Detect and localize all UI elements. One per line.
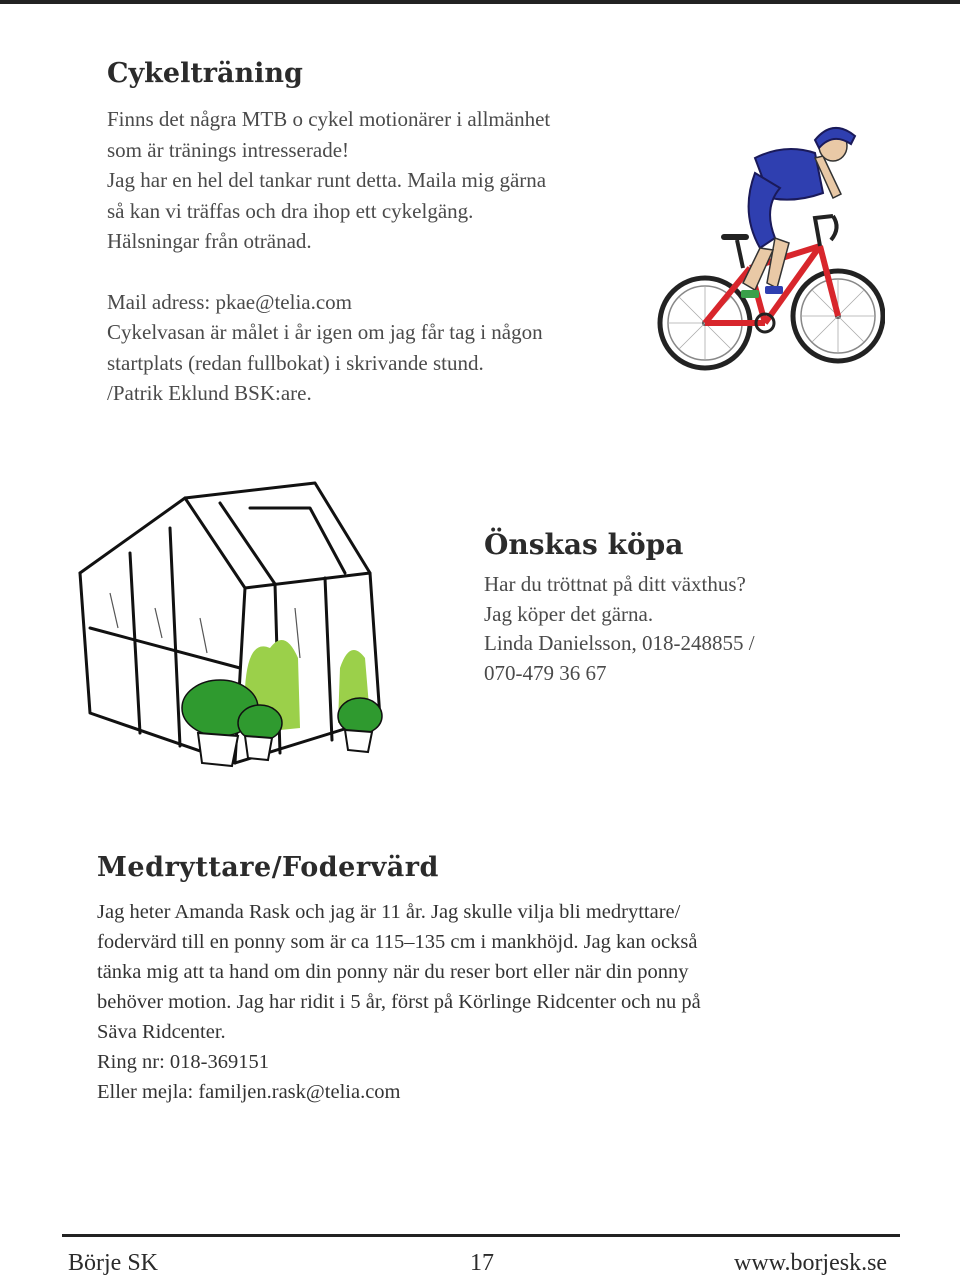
- medryttare-email: Eller mejla: familjen.rask@telia.com: [97, 1081, 401, 1103]
- medryttare-line: Säva Ridcenter.: [97, 1021, 226, 1043]
- greenhouse-illustration: [70, 478, 400, 778]
- onskas-kopa-line: Jag köper det gärna.: [484, 601, 654, 626]
- cykeltraning-mail-line: Mail adress: pkae@telia.com: [107, 289, 353, 314]
- medryttare-phone: Ring nr: 018-369151: [97, 1051, 269, 1073]
- footer-club-name: Börje SK: [68, 1250, 158, 1276]
- onskas-kopa-contact: Linda Danielsson, 018-248855 /: [484, 631, 755, 655]
- cykeltraning-body: [107, 104, 550, 409]
- medryttare-body: [97, 897, 701, 1107]
- footer-page-number: 17: [470, 1250, 494, 1276]
- cykeltraning-signature: /Patrik Eklund BSK:are.: [107, 381, 312, 405]
- cykeltraning-line: som är tränings intresserade!: [107, 137, 350, 162]
- medryttare-line: Jag heter Amanda Rask och jag är 11 år. Jag skulle vilja bli medryttare/: [97, 901, 681, 923]
- onskas-kopa-body: [484, 570, 755, 688]
- cykeltraning-line: Cykelvasan är målet i år igen om jag får tag i någon: [107, 320, 543, 344]
- medryttare-line: tänka mig att ta hand om din ponny när du reser bort eller när din ponny: [97, 961, 689, 983]
- onskas-kopa-line: Har du tröttnat på ditt växthus?: [484, 572, 746, 596]
- cyclist-illustration: [655, 118, 885, 378]
- cykeltraning-line: Hälsningar från otränad.: [107, 229, 312, 253]
- medryttare-line: fodervärd till en ponny som är ca 115–135 cm i mankhöjd. Jag kan också: [97, 931, 698, 953]
- cykeltraning-line: så kan vi träffas och dra ihop ett cykelgäng.: [107, 198, 474, 223]
- onskas-kopa-phone: 070-479 36 67: [484, 660, 607, 685]
- footer-website: www.borjesk.se: [734, 1250, 888, 1276]
- onskas-kopa-title: Önskas köpa: [484, 528, 684, 561]
- cykeltraning-line: Jag har en hel del tankar runt detta. Maila mig gärna: [107, 168, 547, 192]
- cykeltraning-title: Cykelträning: [107, 58, 303, 89]
- cykeltraning-line: startplats (redan fullbokat) i skrivande stund.: [107, 350, 484, 375]
- medryttare-line: behöver motion. Jag har ridit i 5 år, först på Körlinge Ridcenter och nu på: [97, 991, 701, 1013]
- top-rule: [0, 0, 960, 4]
- footer-rule: [62, 1234, 900, 1237]
- medryttare-title: Medryttare/Fodervärd: [97, 852, 439, 883]
- cykeltraning-line: Finns det några MTB o cykel motionärer i allmänhet: [107, 107, 551, 131]
